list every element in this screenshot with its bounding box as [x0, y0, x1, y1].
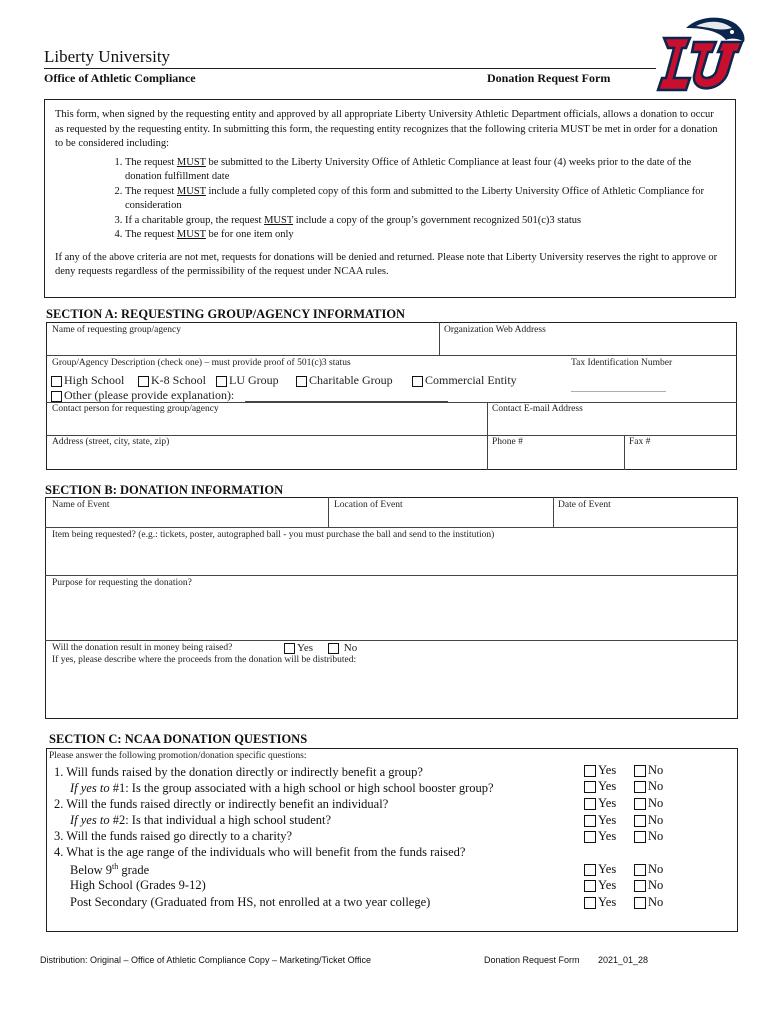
- checkbox[interactable]: [412, 376, 423, 387]
- divider: [45, 575, 738, 576]
- proceeds-field[interactable]: If yes, please describe where the proceeds from the donation will be distributed:: [52, 655, 357, 665]
- checkbox[interactable]: [328, 643, 339, 654]
- checkbox[interactable]: [634, 831, 646, 843]
- office-name: Office of Athletic Compliance: [44, 71, 196, 85]
- q4c-yes[interactable]: Yes: [584, 895, 616, 910]
- event-location-field[interactable]: Location of Event: [334, 500, 403, 510]
- checkbox[interactable]: [584, 864, 596, 876]
- divider: [328, 497, 329, 527]
- form-title: Donation Request Form: [487, 71, 611, 85]
- intro-paragraph: This form, when signed by the requesting entity and approved by all appropriate Liberty University Athletic Department officials, allows a donation to occur as requested by the requesting entity. In submitting this form, the requesting entity recognizes that the following criteria MUST be met in order for a donation to be considered including:: [55, 109, 718, 149]
- divider: [45, 527, 738, 528]
- q3-no[interactable]: No: [634, 829, 663, 844]
- contact-email-field[interactable]: Contact E-mail Address: [492, 404, 583, 414]
- q2-no[interactable]: No: [634, 796, 663, 811]
- intro-box: [44, 99, 736, 298]
- option-lu-group[interactable]: LU Group: [216, 373, 279, 388]
- checkbox[interactable]: [584, 765, 596, 777]
- checkbox[interactable]: [296, 376, 307, 387]
- question-2: 2. Will the funds raised directly or indirectly benefit an individual?: [54, 797, 389, 811]
- q1-yes[interactable]: Yes: [584, 763, 616, 778]
- section-c-instructions: Please answer the following promotion/donation specific questions:: [49, 751, 307, 761]
- money-raised-label: Will the donation result in money being raised?: [52, 643, 233, 653]
- checkbox[interactable]: [584, 831, 596, 843]
- money-yes-option[interactable]: Yes: [284, 642, 313, 654]
- question-4a: Below 9th grade: [70, 862, 150, 878]
- event-name-field[interactable]: Name of Event: [52, 500, 110, 510]
- divider: [46, 435, 737, 436]
- checkbox[interactable]: [634, 798, 646, 810]
- q4a-no[interactable]: No: [634, 862, 663, 877]
- section-c-title: SECTION C: NCAA DONATION QUESTIONS: [49, 732, 308, 746]
- option-high-school[interactable]: High School: [51, 373, 124, 388]
- phone-field[interactable]: Phone #: [492, 437, 523, 447]
- fax-field[interactable]: Fax #: [629, 437, 651, 447]
- other-explanation-line[interactable]: [245, 401, 448, 402]
- option-commercial-entity[interactable]: Commercial Entity: [412, 373, 517, 388]
- checkbox[interactable]: [584, 781, 596, 793]
- money-no-option[interactable]: No: [328, 642, 357, 654]
- section-a-title: SECTION A: REQUESTING GROUP/AGENCY INFORMATION: [46, 307, 406, 321]
- checkbox[interactable]: [51, 376, 62, 387]
- university-name: Liberty University: [44, 47, 171, 66]
- checkbox[interactable]: [51, 391, 62, 402]
- intro-note: If any of the above criteria are not met, requests for donations will be denied and returned. Please note that Liberty University reserves the right to approve or deny requests regardless of the permissibility of the request under NCAA rules.: [55, 251, 718, 277]
- footer-form-name: Donation Request Form: [484, 955, 580, 965]
- event-date-field[interactable]: Date of Event: [558, 500, 611, 510]
- divider: [439, 322, 440, 355]
- question-4: 4. What is the age range of the individuals who will benefit from the funds raised?: [54, 845, 466, 859]
- criteria-item: 3. If a charitable group, the request MUST include a copy of the group’s government recognized 501(c)3 status: [125, 214, 725, 229]
- divider: [45, 640, 738, 641]
- q1-no[interactable]: No: [634, 763, 663, 778]
- question-2a: If yes to #2: Is that individual a high school student?: [70, 813, 332, 827]
- divider: [624, 435, 625, 470]
- q4c-no[interactable]: No: [634, 895, 663, 910]
- contact-person-field[interactable]: Contact person for requesting group/agency: [52, 404, 219, 414]
- criteria-item: 2. The request MUST include a fully completed copy of this form and submitted to the Liberty University Office of Athletic Compliance for consideration: [125, 185, 725, 214]
- checkbox[interactable]: [138, 376, 149, 387]
- description-label: Group/Agency Description (check one) – must provide proof of 501(c)3 status: [52, 358, 351, 368]
- checkbox[interactable]: [584, 798, 596, 810]
- web-address-field[interactable]: Organization Web Address: [444, 325, 546, 335]
- checkbox[interactable]: [584, 880, 596, 892]
- criteria-item: 4. The request MUST be for one item only: [125, 228, 725, 243]
- purpose-field[interactable]: Purpose for requesting the donation?: [52, 578, 192, 588]
- question-3: 3. Will the funds raised go directly to a charity?: [54, 829, 293, 843]
- divider: [553, 497, 554, 527]
- q2-yes[interactable]: Yes: [584, 796, 616, 811]
- checkbox[interactable]: [634, 765, 646, 777]
- tax-id-field[interactable]: ____________________: [571, 384, 666, 394]
- q4a-yes[interactable]: Yes: [584, 862, 616, 877]
- address-field[interactable]: Address (street, city, state, zip): [52, 437, 170, 447]
- q1a-no[interactable]: No: [634, 779, 663, 794]
- checkbox[interactable]: [634, 781, 646, 793]
- question-4b: High School (Grades 9-12): [70, 878, 206, 892]
- distribution-note: Distribution: Original – Office of Athletic Compliance Copy – Marketing/Ticket Office: [40, 955, 371, 965]
- question-1a: If yes to #1: Is the group associated with a high school or high school booster group?: [70, 781, 494, 795]
- checkbox[interactable]: [634, 880, 646, 892]
- divider: [487, 402, 488, 470]
- q3-yes[interactable]: Yes: [584, 829, 616, 844]
- checkbox[interactable]: [634, 815, 646, 827]
- q4b-yes[interactable]: Yes: [584, 878, 616, 893]
- option-charitable-group[interactable]: Charitable Group: [296, 373, 393, 388]
- divider: [46, 355, 737, 356]
- option-k8-school[interactable]: K-8 School: [138, 373, 206, 388]
- option-other[interactable]: Other (please provide explanation):: [51, 388, 234, 403]
- checkbox[interactable]: [634, 897, 646, 909]
- liberty-logo: [656, 14, 748, 98]
- criteria-item: 1. The request MUST be submitted to the Liberty University Office of Athletic Compliance at least four (4) weeks prior to the date of the donation fulfillment date: [125, 156, 725, 185]
- criteria-list: [55, 156, 725, 243]
- section-b-title: SECTION B: DONATION INFORMATION: [45, 483, 284, 497]
- q2a-no[interactable]: No: [634, 813, 663, 828]
- group-name-field[interactable]: Name of requesting group/agency: [52, 325, 181, 335]
- q2a-yes[interactable]: Yes: [584, 813, 616, 828]
- item-requested-field[interactable]: Item being requested? (e.g.: tickets, poster, autographed ball - you must purchase the ball and send to the institution): [52, 530, 495, 540]
- tax-id-label: Tax Identification Number: [571, 358, 673, 368]
- q1a-yes[interactable]: Yes: [584, 779, 616, 794]
- checkbox[interactable]: [584, 815, 596, 827]
- header-rule: [44, 68, 656, 69]
- checkbox[interactable]: [584, 897, 596, 909]
- q4b-no[interactable]: No: [634, 878, 663, 893]
- checkbox[interactable]: [634, 864, 646, 876]
- question-4c: Post Secondary (Graduated from HS, not enrolled at a two year college): [70, 895, 431, 909]
- footer-version: 2021_01_28: [598, 955, 649, 965]
- question-1: 1. Will funds raised by the donation directly or indirectly benefit a group?: [54, 765, 423, 779]
- checkbox[interactable]: [284, 643, 295, 654]
- checkbox[interactable]: [216, 376, 227, 387]
